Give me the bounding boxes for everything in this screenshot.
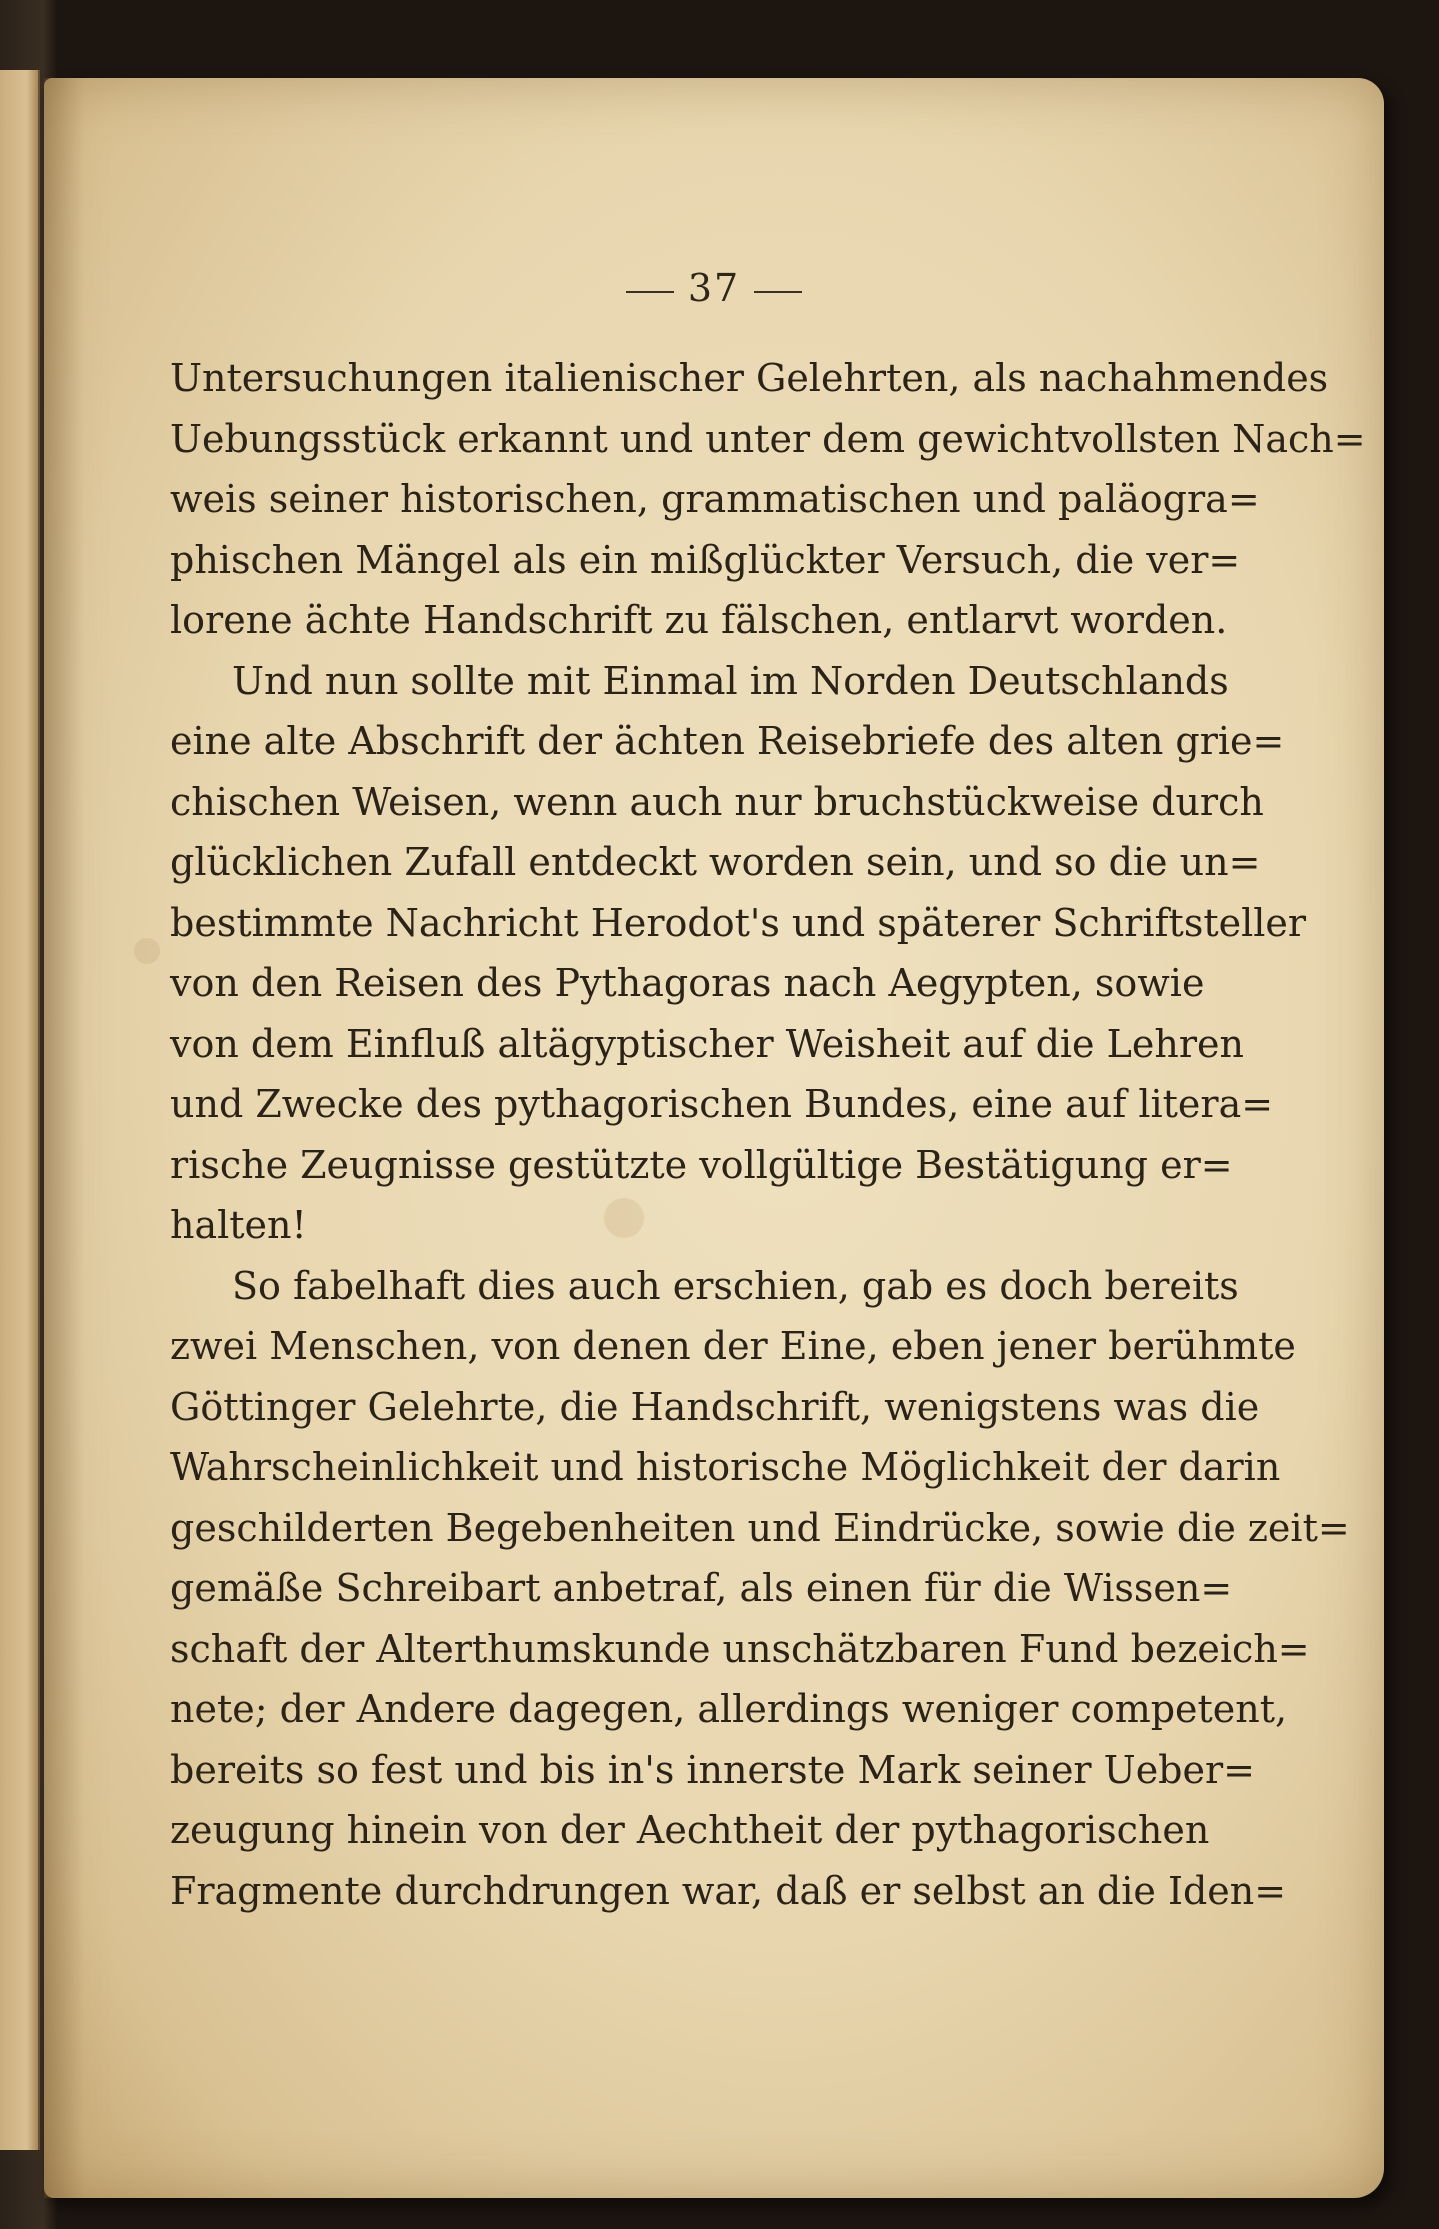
paper-stain <box>134 938 160 964</box>
text-line: von den Reisen des Pythagoras nach Aegypten, sowie <box>170 961 1205 1005</box>
paragraph-1 <box>170 348 1366 651</box>
page-header <box>44 266 1384 310</box>
text-line: rische Zeugnisse gestützte vollgültige Bestätigung er= <box>170 1142 1233 1187</box>
text-line: schaft der Alterthumskunde unschätzbaren Fund bezeich= <box>170 1626 1310 1671</box>
page-number: 37 <box>687 266 741 310</box>
text-line: chischen Weisen, wenn auch nur bruchstückweise durch <box>170 779 1264 824</box>
text-line: Und nun sollte mit Einmal im Norden Deutschlands <box>232 658 1229 703</box>
text-line: So fabelhaft dies auch erschien, gab es doch bereits <box>232 1263 1239 1308</box>
text-line: nete; der Andere dagegen, allerdings weniger competent, <box>170 1687 1288 1731</box>
text-line: gemäße Schreibart anbetraf, als einen für die Wissen= <box>170 1566 1233 1610</box>
header-dash-right <box>754 291 802 293</box>
paragraph-2 <box>170 651 1307 1256</box>
text-line: glücklichen Zufall entdeckt worden sein, und so die un= <box>170 840 1261 884</box>
text-line: phischen Mängel als ein mißglückter Versuch, die ver= <box>170 537 1241 582</box>
text-line: zwei Menschen, von denen der Eine, eben jener berühmte <box>170 1324 1296 1368</box>
text-line: bestimmte Nachricht Herodot's und späterer Schriftsteller <box>170 900 1307 945</box>
text-line: geschilderten Begebenheiten und Eindrücke, sowie die zeit= <box>170 1505 1350 1550</box>
text-line: Wahrscheinlichkeit und historische Möglichkeit der darin <box>170 1445 1281 1489</box>
text-line: Untersuchungen italienischer Gelehrten, als nachahmendes <box>170 356 1329 400</box>
text-line: zeugung hinein von der Aechtheit der pythagorischen <box>170 1808 1210 1852</box>
paragraph-3 <box>170 1256 1350 1922</box>
text-line: halten! <box>170 1203 307 1247</box>
book-page <box>44 78 1384 2198</box>
header-dash-left <box>626 291 674 293</box>
text-line: Uebungsstück erkannt und unter dem gewichtvollsten Nach= <box>170 416 1366 461</box>
text-line: Fragmente durchdrungen war, daß er selbst an die Iden= <box>170 1868 1287 1913</box>
text-line: von dem Einfluß altägyptischer Weisheit auf die Lehren <box>170 1021 1244 1066</box>
text-line: weis seiner historischen, grammatischen und paläogra= <box>170 477 1260 521</box>
text-line: bereits so fest und bis in's innerste Mark seiner Ueber= <box>170 1747 1256 1792</box>
text-line: eine alte Abschrift der ächten Reisebriefe des alten grie= <box>170 719 1285 763</box>
page-body <box>170 348 1366 1921</box>
facing-page-edge <box>0 70 40 2150</box>
text-line: und Zwecke des pythagorischen Bundes, eine auf litera= <box>170 1082 1274 1126</box>
text-line: Göttinger Gelehrte, die Handschrift, wenigstens was die <box>170 1384 1260 1429</box>
text-line: lorene ächte Handschrift zu fälschen, entlarvt worden. <box>170 598 1228 642</box>
